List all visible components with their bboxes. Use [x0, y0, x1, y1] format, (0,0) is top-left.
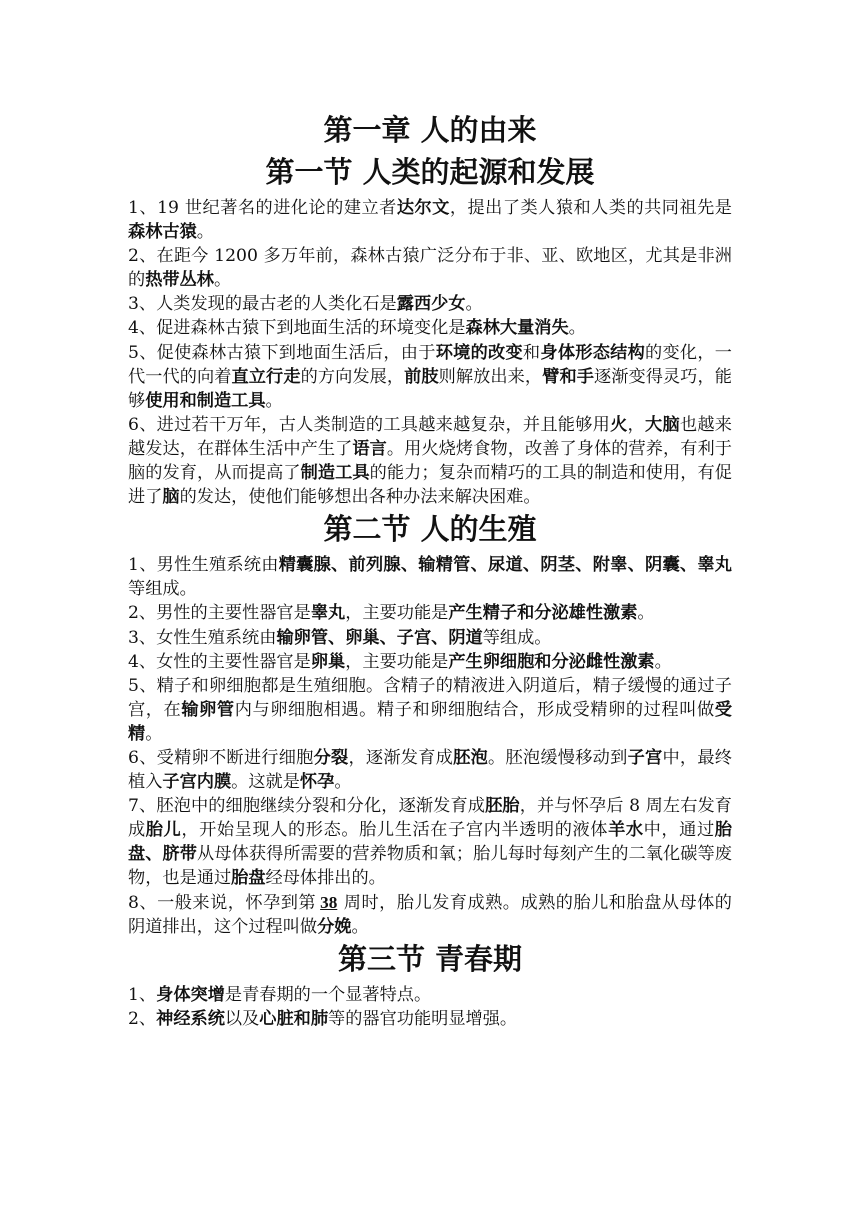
list-item — [128, 746, 732, 794]
text-run: 以及 — [224, 1008, 260, 1029]
text-run: 等组成。 — [128, 579, 197, 600]
text-run: ，并与怀孕后 8 周左右发育成 — [128, 796, 732, 841]
key-term: 身体形态结构 — [540, 342, 646, 363]
text-run: 的能力；复杂而精巧的工具的制造和使用，有促进了 — [128, 463, 732, 508]
key-term: 羊水 — [608, 820, 644, 841]
text-run: 2、男性的主要性器官是 — [128, 603, 311, 624]
key-term: 使用和制造工具 — [145, 390, 266, 411]
text-run: 2、在距今 1200 多万年前，森林古猿广泛分布于非、亚、欧地区，尤其是非洲的 — [128, 246, 732, 291]
key-term: 怀孕 — [299, 772, 335, 793]
list-item — [128, 674, 732, 746]
text-run: 则解放出来， — [438, 366, 543, 387]
list-item — [128, 553, 732, 601]
list-item — [128, 983, 732, 1007]
section-2 — [128, 509, 732, 939]
section-3 — [128, 939, 732, 1031]
text-run: 1、男性生殖系统由 — [128, 555, 279, 576]
text-run: 3、女性生殖系统由 — [128, 627, 277, 648]
key-term: 胎盘、脐带 — [128, 820, 732, 865]
key-term: 分娩 — [317, 916, 352, 937]
text-run: 7、胚泡中的细胞继续分裂和分化，逐渐发育成 — [128, 796, 486, 817]
text-run: ， — [627, 414, 645, 435]
text-run: 等组成。 — [482, 627, 552, 648]
text-run: 6、受精卵不断进行细胞 — [128, 747, 314, 768]
list-item — [128, 244, 732, 292]
text-run: 的方向发展， — [300, 366, 405, 387]
key-term: 大脑 — [645, 414, 680, 435]
key-term: 子宫内膜 — [162, 772, 232, 793]
text-run: 从母体获得所需要的营养物质和氧；胎儿每时每刻产生的二氧化碳等废物，也是通过 — [128, 844, 732, 889]
list-item — [128, 413, 732, 509]
document-page — [128, 96, 732, 1031]
text-run: 2、 — [128, 1008, 157, 1029]
section-title: 第二节 人的生殖 — [323, 512, 537, 547]
section-items — [128, 983, 732, 1031]
text-run: 1、 — [128, 984, 157, 1005]
text-run: 也越来越发达，在群体生活中产生了 — [128, 414, 732, 459]
key-term: 胚泡 — [453, 747, 489, 768]
text-run: 。 — [465, 294, 483, 315]
key-term: 语言 — [352, 438, 387, 459]
text-run: 。 — [145, 723, 163, 744]
text-run: 。这就是 — [231, 772, 300, 793]
key-term: 环境的改变 — [435, 342, 523, 363]
key-term: 脑 — [162, 487, 180, 508]
key-term: 产生卵细胞和分泌雌性激素 — [448, 651, 655, 672]
text-run: 5、精子和卵细胞都是生殖细胞。含精子的精液进入阴道后，精子缓慢的通过子宫，在 — [128, 675, 732, 720]
text-run: 6、进过若干万年，古人类制造的工具越来越复杂，并且能够用 — [128, 414, 611, 435]
text-run: 内与卵细胞相遇。精子和卵细胞结合，形成受精卵的过程叫做 — [234, 699, 715, 720]
list-item — [128, 1007, 732, 1031]
text-run: 是青春期的一个显著特点。 — [224, 984, 432, 1005]
section-title: 第三节 青春期 — [337, 941, 523, 976]
key-term: 输卵管 — [181, 699, 235, 720]
text-run: 。 — [568, 318, 586, 339]
key-term: 胎盘 — [231, 868, 266, 889]
key-term: 前肢 — [404, 366, 439, 387]
text-run: 。 — [196, 222, 214, 243]
key-term: 产生精子和分泌雄性激素 — [448, 603, 638, 624]
text-run: 。 — [213, 270, 232, 291]
list-item — [128, 292, 732, 316]
text-run: 。 — [265, 390, 283, 411]
key-term: 达尔文 — [396, 198, 450, 218]
chapter-title: 第一章 人的由来 — [323, 113, 537, 147]
list-item — [128, 891, 732, 939]
key-term: 森林大量消失 — [465, 318, 569, 339]
list-item — [128, 601, 732, 625]
key-term: 臂和手 — [542, 366, 594, 387]
text-run: 。胚泡缓慢移动到 — [488, 747, 628, 768]
text-run: 。 — [637, 603, 655, 624]
section-1 — [128, 152, 732, 509]
list-item — [128, 626, 732, 650]
text-run: ，主要功能是 — [345, 651, 449, 672]
text-run: ，逐渐发育成 — [348, 747, 454, 768]
section-items — [128, 196, 732, 509]
key-term: 森林古猿 — [128, 222, 197, 243]
section-items — [128, 553, 732, 939]
text-run: 的变化，一代一代的向着 — [128, 342, 732, 387]
text-run: ，主要功能是 — [345, 603, 449, 624]
key-term: 神经系统 — [156, 1008, 225, 1029]
text-run: 8、一般来说，怀孕到第 — [128, 892, 317, 913]
text-run: 。 — [334, 772, 352, 793]
text-run: 5、促使森林古猿下到地面生活后，由于 — [128, 342, 436, 363]
text-run: ，提出了类人猿和人类的共同祖先是 — [449, 198, 732, 218]
text-run: 。用火烧烤食物，改善了身体的营养，有利于脑的发育，从而提高了 — [128, 438, 732, 484]
section-title: 第一节 人类的起源和发展 — [265, 155, 595, 189]
list-item — [128, 341, 732, 413]
text-run: 等的器官功能明显增强。 — [328, 1008, 518, 1029]
text-run: 1、19 世纪著名的进化论的建立者 — [128, 198, 397, 218]
key-term: 胎儿 — [145, 820, 182, 841]
key-term: 受精 — [128, 699, 732, 744]
key-term: 心脏和肺 — [259, 1008, 329, 1029]
text-run: 4、女性的主要性器官是 — [128, 651, 311, 672]
key-term: 子宫 — [627, 747, 663, 768]
text-run: 。 — [654, 651, 672, 672]
text-run: 。 — [351, 916, 369, 937]
key-term: 火 — [610, 414, 628, 435]
text-run: 4、促进森林古猿下到地面生活的环境变化是 — [128, 318, 466, 339]
key-term: 胚胎 — [485, 796, 520, 817]
text-run: 经母体排出的。 — [265, 868, 386, 889]
text-run: 的发达，使他们能够想出各种办法来解决困难。 — [179, 487, 541, 508]
key-term: 露西少女 — [396, 294, 466, 315]
key-term: 热带丛林 — [145, 270, 214, 291]
text-run: 周时，胎儿发育成熟。成熟的胎儿和胎盘从母体的阴道排出，这个过程叫做 — [128, 892, 732, 937]
text-run: 中，通过 — [643, 820, 715, 841]
list-item — [128, 650, 732, 674]
text-run: 和 — [522, 342, 541, 363]
list-item — [128, 794, 732, 890]
key-term: 睾丸 — [310, 603, 346, 624]
key-term: 直立行走 — [231, 366, 301, 387]
text-run: 逐渐变得灵巧，能够 — [128, 366, 732, 411]
key-term: 身体突增 — [156, 984, 225, 1005]
key-term: 输卵管、卵巢、子宫、阴道 — [276, 627, 483, 648]
text-run: 3、人类发现的最古老的人类化石是 — [128, 294, 397, 315]
underlined-answer: 38 — [320, 892, 338, 912]
key-term: 分裂 — [313, 747, 349, 768]
key-term: 卵巢 — [310, 651, 346, 672]
key-term: 精囊腺、前列腺、输精管、尿道、阴茎、附睾、阴囊、睾丸 — [278, 555, 732, 576]
text-run: 中，最终植入 — [128, 747, 732, 793]
list-item — [128, 196, 732, 244]
key-term: 制造工具 — [300, 463, 370, 484]
text-run: ，开始呈现人的形态。胎儿生活在子宫内半透明的液体 — [181, 820, 609, 841]
list-item — [128, 316, 732, 340]
